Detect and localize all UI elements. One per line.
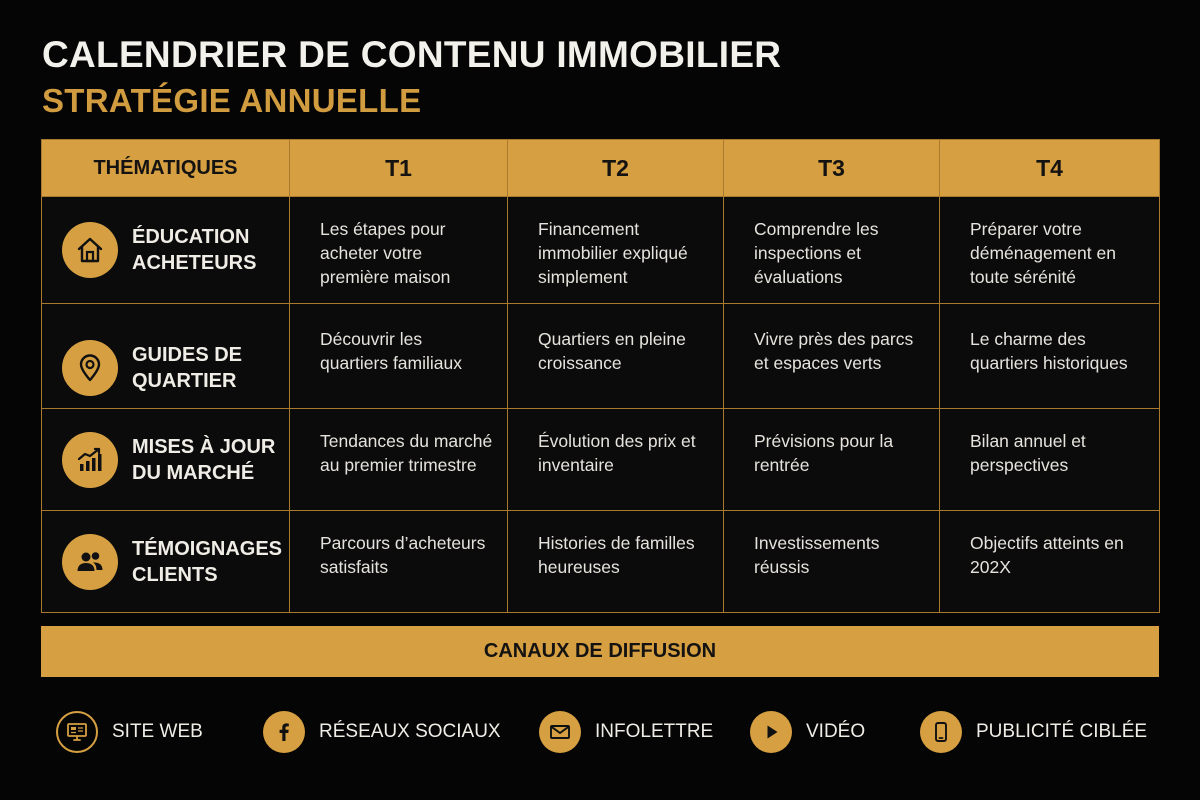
facebook-icon [263, 711, 305, 753]
table-cell: Comprendre les inspections et évaluations [724, 197, 940, 304]
theme-label: ÉDUCATION ACHETEURS [132, 226, 257, 274]
growth-chart-icon [62, 432, 118, 488]
play-icon [750, 711, 792, 753]
table-row [42, 511, 1160, 613]
users-icon [62, 534, 118, 590]
envelope-icon [539, 711, 581, 753]
theme-label: MISES À JOUR DU MARCHÉ [132, 435, 276, 484]
table-row [42, 197, 1160, 304]
column-header-themes: THÉMATIQUES [42, 140, 290, 197]
table-row [42, 409, 1160, 511]
table-cell: Financement immobilier expliqué simplement [508, 197, 724, 304]
page-subtitle: STRATÉGIE ANNUELLE [42, 82, 422, 119]
channel-label: INFOLETTRE [595, 721, 714, 742]
theme-label: TÉMOIGNAGES CLIENTS [132, 537, 283, 586]
column-header-t4: T4 [940, 140, 1160, 197]
table-cell: Les étapes pour acheter votre première maison [290, 197, 508, 304]
column-header-t1: T1 [290, 140, 508, 197]
channel-label: RÉSEAUX SOCIAUX [319, 721, 501, 742]
table-cell: Prévisions pour la rentrée [724, 409, 940, 511]
table-row [42, 304, 1160, 409]
table-cell: Découvrir les quartiers familiaux [290, 304, 508, 409]
channels-section-header [41, 626, 1159, 677]
channel-label: SITE WEB [112, 721, 203, 742]
table-cell: Vivre près des parcs et espaces verts [724, 304, 940, 409]
table-cell: Histories de familles heureuses [508, 511, 724, 613]
channel-social [263, 710, 501, 754]
channel-newsletter [539, 710, 713, 754]
table-cell: Parcours d’acheteurs satisfaits [290, 511, 508, 613]
channel-targeted-ads [920, 710, 1147, 754]
map-pin-icon [62, 340, 118, 396]
channels-list [56, 710, 1156, 754]
theme-cell [42, 304, 290, 409]
theme-cell [42, 197, 290, 304]
channel-site-web [56, 710, 203, 754]
table-cell: Quartiers en pleine croissance [508, 304, 724, 409]
column-header-t3: T3 [724, 140, 940, 197]
table-cell: Évolution des prix et inventaire [508, 409, 724, 511]
table-header-row [42, 140, 1160, 197]
page-title: CALENDRIER DE CONTENU IMMOBILIER [42, 34, 782, 75]
theme-cell [42, 511, 290, 613]
table-cell: Le charme des quartiers historiques [940, 304, 1160, 409]
table-cell: Bilan annuel et perspectives [940, 409, 1160, 511]
channel-label: PUBLICITÉ CIBLÉE [976, 721, 1148, 742]
table-cell: Préparer votre déménagement en toute sérénité [940, 197, 1160, 304]
monitor-icon [56, 711, 98, 753]
theme-cell [42, 409, 290, 511]
theme-label: GUIDES DE QUARTIER [132, 343, 243, 392]
table-cell: Objectifs atteints en 202X [940, 511, 1160, 613]
content-calendar-table [41, 139, 1160, 613]
channel-label: VIDÉO [806, 721, 866, 742]
channel-video [750, 710, 865, 754]
column-header-t2: T2 [508, 140, 724, 197]
channels-title: CANAUX DE DIFFUSION [483, 640, 717, 662]
table-cell: Tendances du marché au premier trimestre [290, 409, 508, 511]
smartphone-icon [920, 711, 962, 753]
table-cell: Investissements réussis [724, 511, 940, 613]
house-icon [62, 222, 118, 278]
